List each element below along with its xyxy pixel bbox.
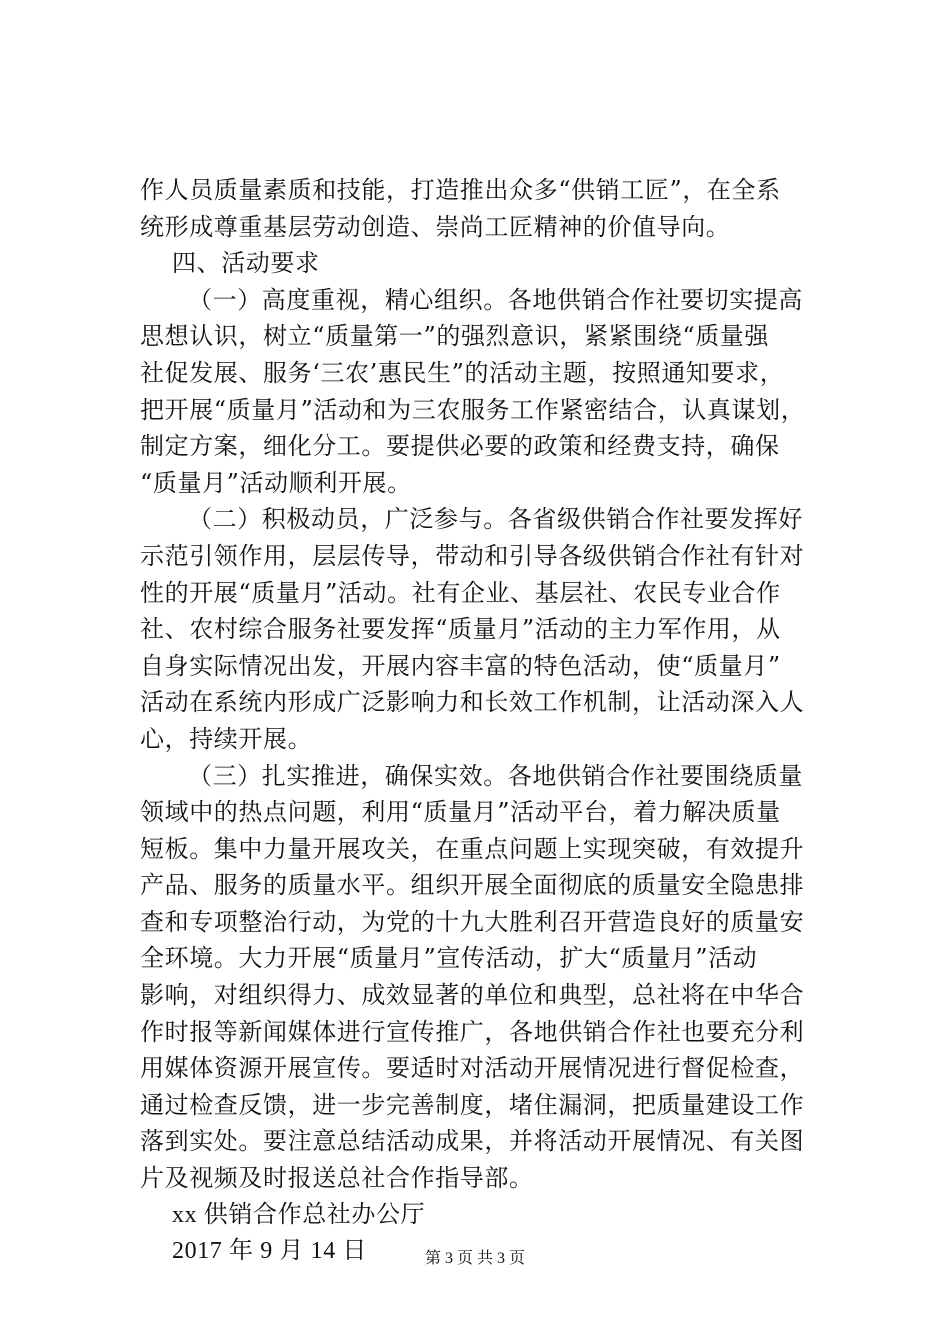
paragraph-line: 社、农村综合服务社要发挥“质量月”活动的主力军作用，从 (140, 615, 781, 644)
paragraph-line: “质量月”活动顺利开展。 (140, 468, 412, 497)
section-heading: 四、活动要求 (172, 249, 320, 278)
paragraph-line: 全环境。大力开展“质量月”宣传活动，扩大“质量月”活动 (140, 944, 758, 973)
page-footer: 第 3 页 共 3 页 (424, 1250, 525, 1267)
paragraph-line: 示范引领作用，层层传导，带动和引导各级供销合作社有针对 (140, 541, 805, 570)
paragraph-line: 短板。集中力量开展攻关，在重点问题上实现突破，有效提升 (140, 834, 805, 863)
paragraph-line: 制定方案，细化分工。要提供必要的政策和经费支持，确保 (140, 432, 780, 461)
paragraph-line: 思想认识，树立“质量第一”的强烈意识，紧紧围绕“质量强 (140, 322, 770, 351)
paragraph-line: （一）高度重视，精心组织。各地供销合作社要切实提高 (188, 285, 803, 314)
paragraph-line: 查和专项整治行动，为党的十九大胜利召开营造良好的质量安 (140, 907, 805, 936)
paragraph-line: 心，持续开展。 (140, 724, 313, 753)
paragraph-line: 落到实处。要注意总结活动成果，并将活动开展情况、有关图 (140, 1127, 805, 1156)
paragraph-line: 把开展“质量月”活动和为三农服务工作紧密结合，认真谋划， (140, 395, 806, 424)
signature-organization: xx 供销合作总社办公厅 (172, 1201, 426, 1228)
paragraph-line: （三）扎实推进，确保实效。各地供销合作社要围绕质量 (188, 761, 803, 790)
paragraph-line: 影响，对组织得力、成效显著的单位和典型，总社将在中华合 (140, 981, 805, 1010)
signature-date: 2017 年 9 月 14 日 (172, 1238, 367, 1265)
document-body (140, 172, 840, 1270)
paragraph-line: 领域中的热点问题，利用“质量月”活动平台，着力解决质量 (140, 798, 781, 827)
paragraph-line: 社促发展、服务‘三农’惠民生”的活动主题，按照通知要求， (140, 358, 785, 387)
paragraph-line: （二）积极动员，广泛参与。各省级供销合作社要发挥好 (188, 505, 803, 534)
paragraph-line: 活动在系统内形成广泛影响力和长效工作机制，让活动深入人 (140, 688, 805, 717)
paragraph-line: 通过检查反馈，进一步完善制度，堵住漏洞，把质量建设工作 (140, 1090, 805, 1119)
paragraph-line: 产品、服务的质量水平。组织开展全面彻底的质量安全隐患排 (140, 871, 805, 900)
paragraph-line: 自身实际情况出发，开展内容丰富的特色活动，使“质量月” (140, 651, 781, 680)
paragraph-line: 用媒体资源开展宣传。要适时对活动开展情况进行督促检查， (140, 1054, 805, 1083)
paragraph-line: 作时报等新闻媒体进行宣传推广，各地供销合作社也要充分利 (140, 1017, 805, 1046)
paragraph-line: 片及视频及时报送总社合作指导部。 (140, 1164, 534, 1193)
paragraph-line: 性的开展“质量月”活动。社有企业、基层社、农民专业合作 (140, 578, 781, 607)
paragraph-line: 作人员质量素质和技能，打造推出众多“供销工匠”，在全系 (140, 176, 781, 204)
paragraph-line: 统形成尊重基层劳动创造、崇尚工匠精神的价值导向。 (140, 212, 731, 241)
